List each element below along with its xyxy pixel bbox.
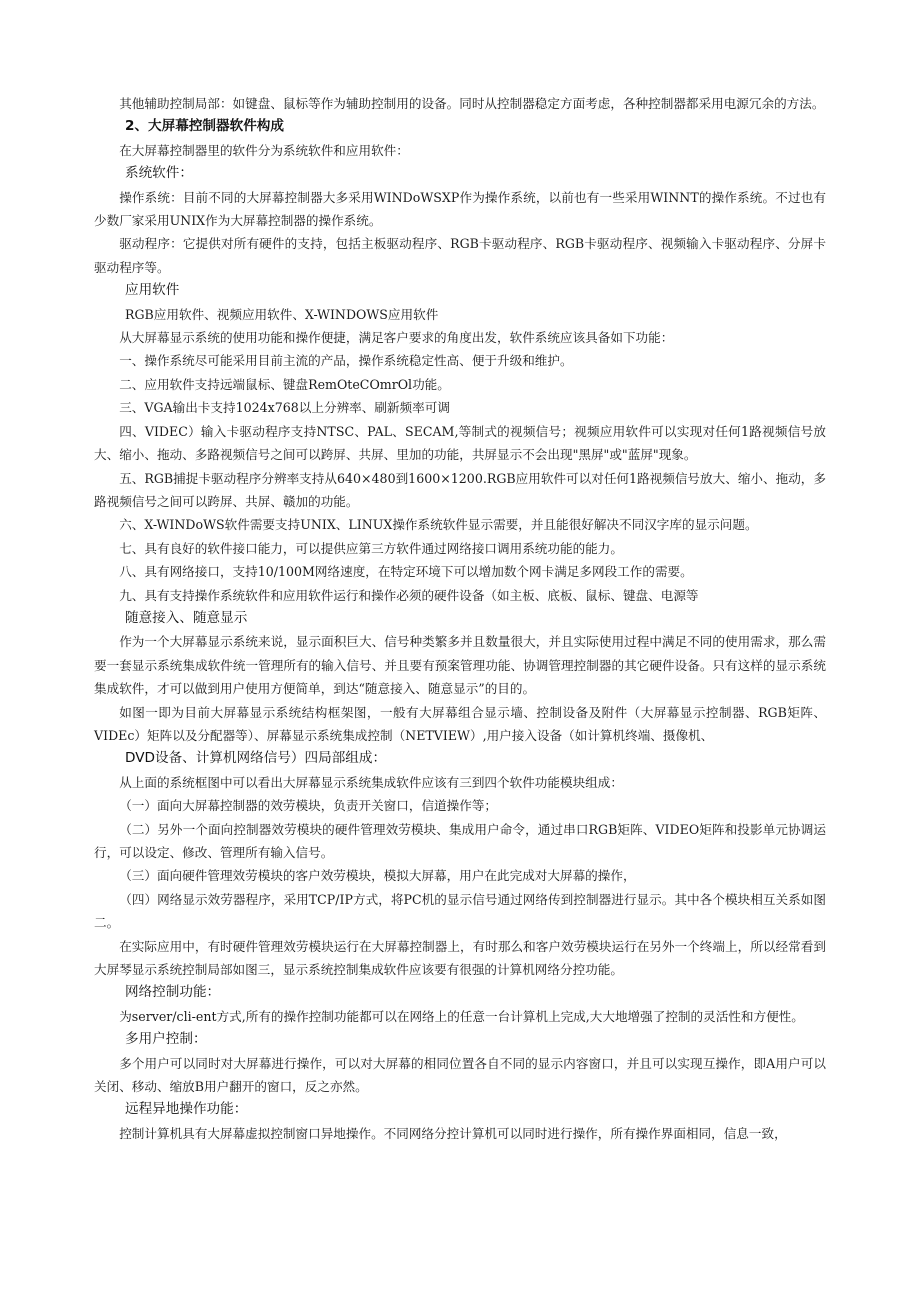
paragraph-remote-operation: 控制计算机具有大屏幕虚拟控制窗口异地操作。不同网络分控计算机可以同时进行操作，所有操作界面相同，信息一致， <box>119 1125 787 1141</box>
paragraph-application-list: RGB应用软件、视频应用软件、X-WINDOWS应用软件 <box>125 306 439 322</box>
module-item-2: （二）另外一个面向控制器效劳模块的硬件管理效劳模块、集成用户命令，通过串口RGB矩阵、VIDEO矩阵和投影单元协调运行，可以设定、修改、管理所有输入信号。 <box>94 821 826 860</box>
paragraph-drivers: 驱动程序：它提供对所有硬件的支持，包括主板驱动程序、RGB卡驱动程序、RGB卡驱动程序、视频输入卡驱动程序、分屏卡驱动程序等。 <box>94 236 826 275</box>
heading-remote-operation: 远程异地操作功能： <box>125 1101 248 1118</box>
list-item-8: 八、具有网络接口，支持10/100M网络速度，在特定环境下可以增加数个网卡满足多网段工作的需要。 <box>119 564 693 580</box>
document-body <box>94 92 826 1145</box>
paragraph-practical-application: 在实际应用中，有时硬件管理效劳模块运行在大屏幕控制器上，有时那么和客户效劳模块运行在另外一个终端上，所以经常看到大屏琴显示系统控制局部如图三，显示系统控制集成软件应该要有很强的计算机网络分控功能。 <box>94 938 826 978</box>
paragraph-function-intro: 从大屏幕显示系统的使用功能和操作便捷，满足客户要求的角度出发，软件系统应该具备如下功能： <box>119 330 674 346</box>
module-item-4: （四）网络显示效劳器程序，采用TCP/IP方式，将PC机的显示信号通过网络传到控制器进行显示。其中各个模块相互关系如图二。 <box>94 891 826 931</box>
list-item-7: 七、具有良好的软件接口能力，可以提供应第三方软件通过网络接口调用系统功能的能力。 <box>119 540 623 556</box>
list-item-2: 二、应用软件支持远端鼠标、键盘RemOteCOmrOl功能。 <box>119 376 450 392</box>
heading-application-software: 应用软件 <box>125 282 180 299</box>
paragraph-modules-intro: 从上面的系统框图中可以看出大屏幕显示系统集成软件应该有三到四个软件功能模块组成： <box>119 774 623 790</box>
module-item-3: （三）面向硬件管理效劳模块的客户效劳模块，模拟大屏幕，用户在此完成对大屏幕的操作， <box>119 868 636 884</box>
paragraph-multi-user-control: 多个用户可以同时对大屏幕进行操作，可以对大屏幕的相同位置各自不同的显示内容窗口，并且可以实现互操作，即A用户可以关闭、移动、缩放B用户翻开的窗口，反之亦然。 <box>94 1055 826 1095</box>
heading-random-access-display: 随意接入、随意显示 <box>125 609 248 626</box>
list-item-4: 四、VIDEC）输入卡驱动程序支持NTSC、PAL、SECAM,等制式的视频信号；视频应用软件可以实现对任何1路视频信号放大、缩小、拖动、多路视频信号之间可以跨屏、共屏、里加的功能，共屏显示不会出现"黑屏"或"蓝屏"现象。 <box>94 423 826 463</box>
list-item-5: 五、RGB捕捉卡驱动程序分辨率支持从640×480到1600×1200.RGB应用软件可以对任何1路视频信号放大、缩小、拖动，多路视频信号之间可以跨屏、共屏、赣加的功能。 <box>94 470 826 509</box>
list-item-6: 六、X-WINDoWS软件需要支持UNIX、LINUX操作系统软件显示需要，并且能很好解决不同汉字库的显示问题。 <box>119 517 758 533</box>
list-item-9: 九、具有支持操作系统软件和应用软件运行和操作必须的硬件设备（如主板、底板、鼠标、键盘、电源等 <box>119 587 699 603</box>
list-item-3: 三、VGA输出卡支持1024x768以上分辨率、刷新频率可调 <box>119 400 450 416</box>
heading-multi-user-control: 多用户控制： <box>125 1031 207 1048</box>
module-item-1: （一）面向大屏幕控制器的效劳模块，负责开关窗口，信道操作等； <box>119 798 497 814</box>
heading-system-software: 系统软件： <box>125 165 193 182</box>
paragraph-operating-system: 操作系统：目前不同的大屏幕控制器大多采用WINDoWSXP作为操作系统，以前也有一些采用WINNT的操作系统。不过也有少数厂家采用UNIX作为大屏幕控制器的操作系统。 <box>94 189 826 229</box>
heading-network-control: 网络控制功能： <box>125 984 221 1001</box>
paragraph-software-intro: 在大屏幕控制器里的软件分为系统软件和应用软件： <box>119 142 409 158</box>
paragraph-auxiliary-control: 其他辅助控制局部：如键盘、鼠标等作为辅助控制用的设备。同时从控制器稳定方面考虑，各种控制器都采用电源冗余的方法。 <box>119 96 825 111</box>
paragraph-figure-one: 如图一即为目前大屏幕显示系统结构框架图，一般有大屏幕组合显示墙、控制设备及附件（大屏幕显示控制器、RGB矩阵、VIDEc）矩阵以及分配器等）、屏幕显示系统集成控制（NETVIEW）,用户接入设备（如计算机终端、摄像机、 <box>94 704 826 743</box>
heading-dvd-network: DVD设备、计算机网络信号）四局部组成： <box>125 750 387 767</box>
section-heading-software-structure: 2、大屏幕控制器软件构成 <box>125 118 284 135</box>
list-item-1: 一、操作系统尽可能采用目前主流的产品，操作系统稳定性高、便于升级和维护。 <box>119 353 573 369</box>
paragraph-network-control: 为server/cli-ent方式,所有的操作控制功能都可以在网络上的任意一台计算机上完成,大大地增强了控制的灵活性和方便性。 <box>119 1008 804 1024</box>
paragraph-integration-software: 作为一个大屏幕显示系统来说，显示面积巨大、信号种类繁多并且数量很大，并且实际使用过程中满足不同的使用需求，那么需要一套显示系统集成软件统一管理所有的输入信号、并且要有预案管理功能、协调管理控制器的其它硬件设备。只有这样的显示系统集成软件，才可以做到用户使用方便简单，到达“随意接入、随意显示”的目的。 <box>94 634 826 697</box>
